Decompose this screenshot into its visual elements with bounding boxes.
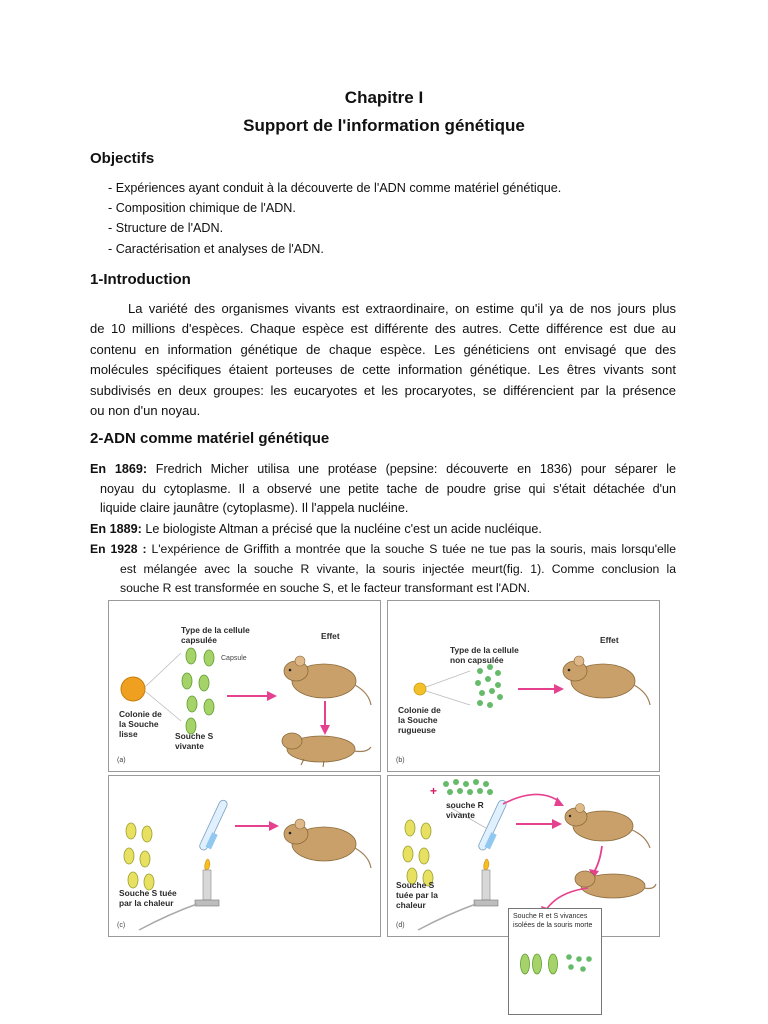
bacteria-s-killed-icon	[403, 820, 433, 886]
intro-line: ou non d'un noyau.	[90, 402, 201, 418]
history-1869	[90, 460, 676, 519]
strain-label: Souche S tuée par la chaleur	[396, 880, 438, 910]
intro-paragraph	[90, 299, 676, 421]
history-text: liquide claire jaunâtre (cytoplasme). Il l'appela nucléine.	[100, 501, 409, 516]
intro-line: de 10 millions d'espèces. Chaque espèce est différente des autres. Cette différence est due au	[90, 321, 676, 337]
bacteria-s-killed-icon	[124, 823, 154, 890]
type-cell-label: Type de la cellule capsulée	[181, 625, 250, 645]
capsule-label: Capsule	[221, 655, 247, 662]
page-title: Support de l'information génétique	[243, 116, 525, 135]
objectives-heading: Objectifs	[90, 150, 155, 167]
objective-item: - Structure de l'ADN.	[108, 221, 224, 235]
mouse-icon	[284, 656, 371, 705]
bacteria-r-icon	[566, 954, 592, 972]
strain-label: Souche S vivante	[175, 731, 214, 751]
mouse-icon	[563, 656, 650, 705]
objective-item: - Expériences ayant conduit à la découverte de l'ADN comme matériel génétique.	[108, 181, 562, 195]
history-text: Fredrich Micher utilisa une protéase (pepsine: découverte en 1836) pour séparer le	[155, 462, 676, 476]
colony-r-icon	[414, 683, 426, 695]
mouse-icon	[565, 804, 650, 849]
history-1889	[90, 520, 676, 540]
figure-panel-c	[108, 775, 381, 937]
objective-item: - Caractérisation et analyses de l'ADN.	[108, 242, 324, 256]
panel-tag: (d)	[396, 922, 405, 929]
bacteria-s-icon	[182, 648, 214, 734]
colony-s-icon	[121, 677, 145, 701]
strain-label: Souche S tuée par la chaleur	[119, 888, 177, 908]
effect-label: Effet	[321, 631, 340, 641]
type-cell-label: Type de la cellule non capsulée	[450, 645, 519, 665]
year-label: En 1889:	[90, 522, 142, 536]
year-label: En 1928 :	[90, 542, 147, 556]
intro-line: molécules spécifiques étaient porteuses de cette information génétique. Les êtres vivants sont	[90, 362, 676, 378]
isolated-strains-box	[508, 908, 602, 1015]
bacteria-r-live-icon	[443, 779, 493, 795]
mouse-icon	[284, 819, 371, 868]
chapter-label: Chapitre I	[344, 88, 424, 107]
intro-heading: 1-Introduction	[90, 271, 191, 288]
history-text: souche R est transformée en souche S, et le facteur transformant est l'ADN.	[120, 581, 531, 596]
plus-sign: +	[430, 784, 438, 798]
colony-label: Colonie de la Souche lisse	[119, 709, 162, 739]
figure-panel-b	[387, 600, 660, 772]
bacteria-s-icon	[521, 954, 558, 974]
test-tube-icon	[198, 799, 228, 851]
intro-line: La variété des organismes vivants est extraordinaire, on estime qu'il ya de nos jours plus	[128, 301, 676, 316]
history-text: noyau du cytoplasme. Il a observé une petite tache de poudre grise qui s'était détachée d'un	[100, 481, 676, 496]
history-text: est mélangée avec la souche R vivante, la souris injectée meurt(fig. 1). Comme conclusion la	[120, 561, 676, 576]
intro-line: contenu en information génétique de chaque espèce. Les généticiens ont envisagé que des	[90, 341, 676, 357]
dead-mouse-icon	[282, 733, 371, 767]
panel-b-drawing	[388, 601, 659, 771]
figure-panel-a	[108, 600, 381, 772]
panel-tag: (b)	[396, 757, 405, 764]
objective-item: - Composition chimique de l'ADN.	[108, 201, 296, 215]
panel-c-drawing	[109, 776, 380, 936]
year-label: En 1869:	[90, 462, 148, 476]
colony-label: Colonie de la Souche rugueuse	[398, 705, 441, 735]
isolated-bacteria-drawing	[509, 909, 601, 1014]
live-r-label: souche R vivante	[446, 800, 484, 820]
panel-tag: (a)	[117, 757, 126, 764]
dna-heading: 2-ADN comme matériel génétique	[90, 430, 330, 447]
panel-tag: (c)	[117, 922, 126, 929]
history-text: L'expérience de Griffith a montrée que la souche S tuée ne tue pas la souris, mais lorsqu'elle	[151, 542, 676, 556]
history-text: Le biologiste Altman a précisé que la nucléine c'est un acide nucléique.	[145, 522, 542, 536]
dead-mouse-icon	[575, 871, 656, 898]
history-1928	[90, 540, 676, 599]
effect-label: Effet	[600, 635, 619, 645]
intro-line: subdivisés en deux groupes: les eucaryotes et les procaryotes, se différencient par la présence	[90, 382, 676, 398]
bacteria-r-icon	[475, 664, 503, 708]
isolated-label: Souche R et S vivances isolées de la souris morte	[513, 913, 593, 929]
